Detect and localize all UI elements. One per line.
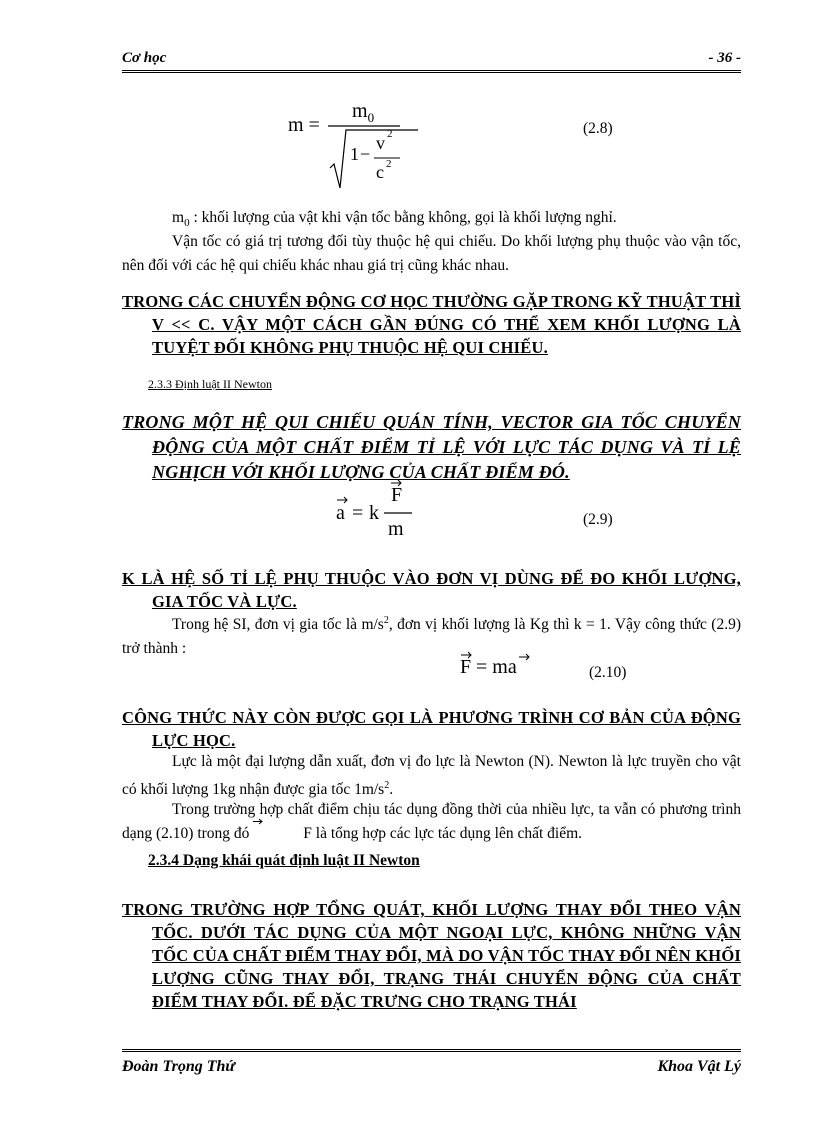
vector-arrow-icon bbox=[337, 496, 349, 504]
equation-2-10: F = ma bbox=[460, 656, 570, 686]
caps-block-2: TRONG MỘT HỆ QUI CHIẾU QUÁN TÍNH, VECTOR GIA TỐC CHUYỂN ĐỘNG CỦA MỘT CHẤT ĐIỂM TỈ LỆ VỚI LỰC TÁC DỤNG VÀ TỈ LỆ NGHỊCH VỚI KHỐI LƯỢNG CỦA CHẤT ĐIỂM ĐÓ. bbox=[122, 412, 741, 482]
paragraph-velocity: Vận tốc có giá trị tương đối tùy thuộc hệ qui chiếu. Do khối lượng phụ thuộc vào vận tốc, nên đối với các hệ qui chiếu khác nhau giá trị cũng khác nhau. bbox=[122, 233, 741, 274]
footer-department: Khoa Vật Lý bbox=[657, 1058, 741, 1075]
paragraph-m0: $m_0$ : khối lượng của vật khi vận tốc bằng không, gọi là khối lượng nghỉ. bbox=[172, 209, 617, 230]
header-title: Cơ học bbox=[122, 50, 167, 66]
eq29-number: (2.9) bbox=[583, 511, 613, 528]
eq28-number: (2.8) bbox=[583, 120, 613, 137]
caps-block-1: TRONG CÁC CHUYỂN ĐỘNG CƠ HỌC THƯỜNG GẶP TRONG KỸ THUẬT THÌ V << C. VẬY MỘT CÁCH GẦN ĐÚNG CÓ THỂ XEM KHỐI LƯỢNG LÀ TUYỆT ĐỐI KHÔNG PHỤ THUỘC HỆ QUI CHIẾU. bbox=[122, 292, 741, 357]
section-2-3-4: 2.3.4 Dạng khái quát định luật II Newton bbox=[148, 852, 420, 869]
eq210-number: (2.10) bbox=[589, 664, 627, 681]
eq28-numerator: $m_0$ bbox=[352, 100, 375, 125]
paragraph-newton-unit: Lực là một đại lượng dẫn xuất, đơn vị đo lực là Newton (N). Newton là lực truyền cho vật có khối lượng 1kg nhận được gia tốc $1m/s^2$. bbox=[122, 753, 741, 799]
caps-block-4: CÔNG THỨC NÀY CÒN ĐƯỢC GỌI LÀ PHƯƠNG TRÌNH CƠ BẢN CỦA ĐỘNG LỰC HỌC. bbox=[122, 708, 741, 750]
eq28-radical bbox=[328, 124, 418, 190]
page-header bbox=[122, 48, 741, 73]
subsection-2-3-3: 2.3.3 Định luật II Newton bbox=[148, 377, 272, 391]
page-footer bbox=[122, 1049, 741, 1078]
caps-block-3: K LÀ HỆ SỐ TỈ LỆ PHỤ THUỘC VÀO ĐƠN VỊ DÙNG ĐỂ ĐO KHỐI LƯỢNG, GIA TỐC VÀ LỰC. bbox=[122, 569, 741, 611]
eq28-lhs: m = bbox=[288, 114, 320, 136]
equation-2-8: m = $m_0$ 1 − v 2 c 2 bbox=[288, 100, 418, 190]
caps-block-5: TRONG TRƯỜNG HỢP TỔNG QUÁT, KHỐI LƯỢNG THAY ĐỔI THEO VẬN TỐC. DƯỚI TÁC DỤNG CỦA MỘT NGOẠI LỰC, KHÔNG NHỮNG VẬN TỐC CỦA CHẤT ĐIỂM THAY ĐỔI, MÀ DO VẬN TỐC THAY ĐỔI NÊN KHỐI LƯỢNG CŨNG THAY ĐỔI, TRẠNG THÁI CHUYỂN ĐỘNG CỦA CHẤT ĐIỂM THAY ĐỔI. ĐỂ ĐẶC TRƯNG CHO TRẠNG THÁI bbox=[122, 900, 741, 1011]
vector-arrow-icon bbox=[461, 651, 473, 659]
paragraph-multiple-forces: Trong trường hợp chất điểm chịu tác dụng đồng thời của nhiều lực, ta vẫn có phương trình dạng (2.10) trong đó F là tổng hợp các lực tác dụng lên chất điểm. bbox=[122, 801, 741, 842]
vector-arrow-icon bbox=[253, 818, 263, 825]
equation-2-9: a = k F m bbox=[336, 484, 426, 544]
paragraph-si-units: Trong hệ SI, đơn vị gia tốc là $m/s^2$, đơn vị khối lượng là Kg thì k = 1. Vậy công thức (2.9) trở thành : bbox=[122, 615, 742, 658]
footer-author: Đoàn Trọng Thứ bbox=[122, 1058, 236, 1075]
page-number: - 36 - bbox=[708, 50, 741, 66]
vector-arrow-icon bbox=[519, 653, 531, 661]
vector-arrow-icon bbox=[391, 479, 403, 487]
